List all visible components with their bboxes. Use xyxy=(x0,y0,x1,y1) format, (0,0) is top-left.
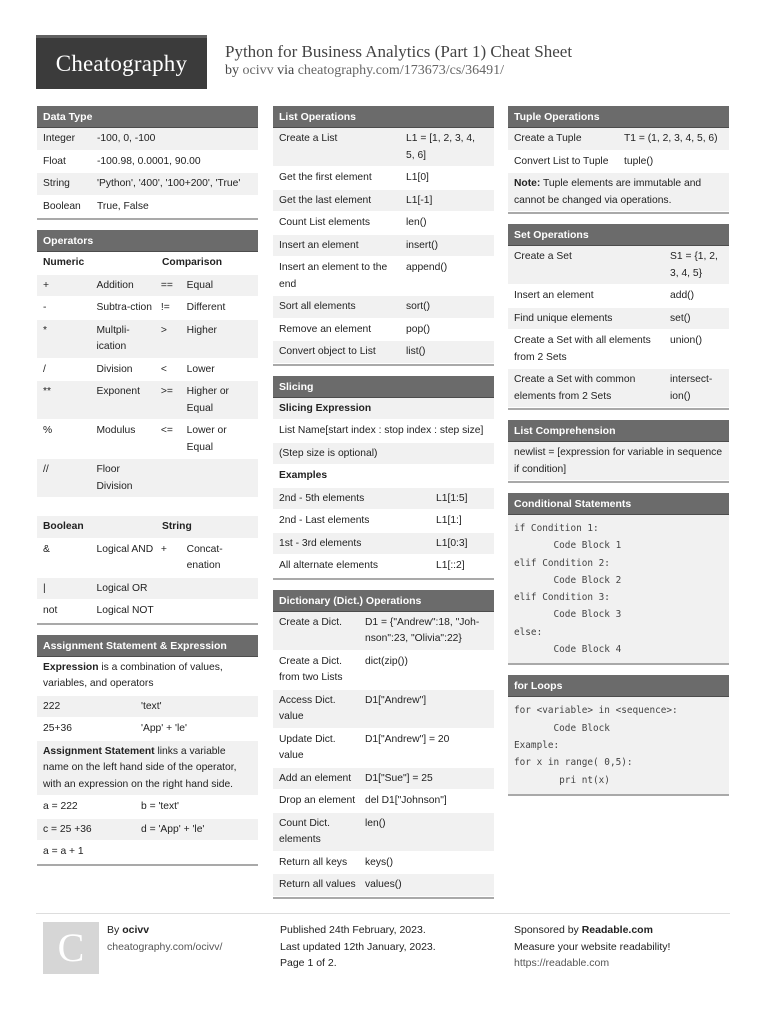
table-row xyxy=(37,420,258,459)
operator-cell: Modulus xyxy=(96,425,136,436)
table-row xyxy=(273,488,494,511)
slicing-syntax: List Name[start index : stop index : step size] xyxy=(273,420,494,443)
footer-author xyxy=(107,922,222,955)
updated-date: Last updated 12th January, 2023. xyxy=(280,940,436,953)
operator-cell xyxy=(187,462,252,495)
table-row xyxy=(37,320,258,359)
cell-value: True, False xyxy=(97,200,149,212)
cell-value: L1[1:5] xyxy=(436,492,468,504)
dictionary-operations-section xyxy=(273,590,494,899)
author-link[interactable]: ocivv xyxy=(122,924,150,936)
cell-a: a = 222 xyxy=(43,801,78,812)
operator-cell: / xyxy=(43,363,46,375)
cell-a: 25+36 xyxy=(43,723,72,734)
cell-value: L1[-1] xyxy=(406,194,433,206)
operator-cell: | xyxy=(43,582,46,594)
cell-value: L1[0] xyxy=(406,172,429,183)
table-row xyxy=(37,459,258,498)
table-row xyxy=(273,167,494,190)
operator-cell xyxy=(161,581,187,598)
operator-cell: Equal xyxy=(186,279,213,291)
column-header: String xyxy=(162,521,192,532)
table-row xyxy=(37,696,258,719)
cell-name: Create a Set xyxy=(514,251,572,262)
section-title: Set Operations xyxy=(508,224,729,246)
cell-value: -100, 0, -100 xyxy=(97,133,156,144)
cell-value: L1[::2] xyxy=(436,560,465,571)
cell-value: D1["Andrew"] xyxy=(365,694,427,706)
section-title: Assignment Statement & Expression xyxy=(37,635,258,657)
list-comprehension-section xyxy=(508,420,729,483)
operator-cell: Logical NOT xyxy=(96,605,154,616)
spacer-row xyxy=(37,498,258,516)
cheatography-logo[interactable] xyxy=(36,35,207,89)
table-row xyxy=(273,128,494,167)
cell-name: 2nd - Last elements xyxy=(279,515,370,526)
expression-text: is a combination of values, variables, and operators xyxy=(43,661,223,689)
column-header: Numeric xyxy=(43,257,85,268)
cell-name: Convert object to List xyxy=(279,346,376,357)
table-row xyxy=(508,128,729,151)
operator-cell: < xyxy=(160,363,167,375)
table-row xyxy=(37,381,258,420)
operators-header-row xyxy=(37,252,258,275)
author-url-link[interactable]: cheatography.com/ocivv/ xyxy=(107,940,223,953)
cell-b: b = 'text' xyxy=(141,801,179,812)
footer-sponsor xyxy=(514,922,670,972)
note-label: Note: xyxy=(514,178,541,189)
byline xyxy=(225,63,504,79)
table-row xyxy=(37,128,258,151)
by-label: By xyxy=(107,924,120,936)
table-row xyxy=(273,651,494,690)
operator-cell: Lower xyxy=(186,363,215,375)
cell-b xyxy=(141,844,145,861)
operator-cell: Subtra-ction xyxy=(96,302,153,313)
table-row xyxy=(273,235,494,258)
operator-cell: == xyxy=(160,279,173,291)
cell-value: list() xyxy=(406,346,426,357)
table-row xyxy=(273,212,494,235)
cell-value: len() xyxy=(365,817,386,829)
operator-cell: % xyxy=(43,425,53,436)
cell-value: D1["Sue"] = 25 xyxy=(365,772,433,784)
cell-value: S1 = {1, 2, 3, 4, 5} xyxy=(670,251,718,279)
expression-term: Expression xyxy=(43,661,99,673)
cell-a: 222 xyxy=(43,700,61,712)
statement-description xyxy=(37,741,258,797)
byline-by: by xyxy=(225,63,239,78)
cell-name: Remove an element xyxy=(279,323,372,335)
table-row xyxy=(273,852,494,875)
cell-name: Convert List to Tuple xyxy=(514,155,609,167)
cell-name: Sort all elements xyxy=(279,301,356,312)
table-row xyxy=(37,359,258,382)
cell-value: sort() xyxy=(406,301,431,312)
operator-cell: Lower or Equal xyxy=(186,425,227,453)
cell-name: Find unique elements xyxy=(514,312,613,324)
cell-value: L1[1:] xyxy=(436,515,462,526)
table-row xyxy=(273,729,494,768)
column-header: Boolean xyxy=(43,521,84,532)
sponsor-url-link[interactable]: https://readable.com xyxy=(514,957,610,969)
table-row xyxy=(273,533,494,556)
cell-value: keys() xyxy=(365,856,394,868)
cell-b: d = 'App' + 'le' xyxy=(141,823,205,835)
table-row xyxy=(37,297,258,320)
cell-value: L1[0:3] xyxy=(436,537,468,549)
operator-cell: >= xyxy=(160,386,173,397)
list-operations-section xyxy=(273,106,494,366)
operator-cell: + xyxy=(43,279,50,291)
data-type-section xyxy=(37,106,258,220)
logo-text: Cheatography xyxy=(55,50,188,76)
cell-name: Return all values xyxy=(279,879,356,890)
cell-a: c = 25 +36 xyxy=(43,823,92,835)
page-title: Python for Business Analytics (Part 1) Cheat Sheet xyxy=(225,42,573,61)
operator-cell: Higher or Equal xyxy=(186,386,229,414)
conditional-statements-section xyxy=(508,493,729,665)
section-title: List Operations xyxy=(273,106,494,128)
operator-cell: Floor Division xyxy=(96,464,133,492)
cell-name: String xyxy=(43,178,70,189)
cell-value: dict(zip()) xyxy=(365,655,408,667)
cell-value: -100.98, 0.0001, 90.00 xyxy=(97,155,201,167)
operator-cell: not xyxy=(43,605,58,616)
table-row xyxy=(273,341,494,364)
table-row xyxy=(273,874,494,897)
table-row xyxy=(37,841,258,864)
table-row xyxy=(37,539,258,578)
cell-name: Create a Set with all elements from 2 Sets xyxy=(514,335,651,363)
table-row xyxy=(273,768,494,791)
footer-publication xyxy=(280,922,436,972)
page-number: Page 1 of 2. xyxy=(280,957,337,969)
operator-cell xyxy=(187,581,252,598)
cell-value: insert() xyxy=(406,239,439,251)
cell-name: All alternate elements xyxy=(279,560,379,571)
operator-cell: Higher xyxy=(186,324,217,336)
table-row xyxy=(273,555,494,578)
sponsored-label: Sponsored by xyxy=(514,924,579,936)
statement-term: Assignment Statement xyxy=(43,745,155,757)
tuple-operations-section xyxy=(508,106,729,214)
cell-value: union() xyxy=(670,335,703,346)
operator-cell xyxy=(187,603,252,620)
table-row xyxy=(273,319,494,342)
cell-value: values() xyxy=(365,879,402,890)
table-row xyxy=(273,690,494,729)
cell-value: D1["Andrew"] = 20 xyxy=(365,733,450,745)
table-row xyxy=(273,612,494,651)
cell-name: Add an element xyxy=(279,772,352,784)
cell-name: Create a List xyxy=(279,133,338,144)
operator-cell: Different xyxy=(186,302,226,313)
sheet-url-link[interactable]: cheatography.com/173673/cs/36491/ xyxy=(297,63,505,78)
section-title: Conditional Statements xyxy=(508,493,729,515)
sponsor-tagline: Measure your website readability! xyxy=(514,940,671,953)
column-2 xyxy=(273,106,494,909)
cell-name: Access Dict. value xyxy=(279,694,336,722)
cell-value: len() xyxy=(406,217,427,228)
code-block: for <variable> in <sequence>: Code Block Example: for x in range( 0,5): pri nt(x) xyxy=(508,697,729,793)
operator-cell xyxy=(161,462,187,495)
table-row xyxy=(37,718,258,741)
expression-description xyxy=(37,657,258,696)
table-row xyxy=(37,819,258,842)
section-title: Tuple Operations xyxy=(508,106,729,128)
operator-cell: > xyxy=(160,324,167,336)
cell-value: 'Python', '400', '100+200', 'True' xyxy=(97,178,241,189)
cell-name: Create a Dict. from two Lists xyxy=(279,655,343,683)
avatar[interactable]: C xyxy=(43,922,99,974)
cell-name: Update Dict. value xyxy=(279,733,336,761)
cell-name: Count List elements xyxy=(279,217,371,228)
section-title: Dictionary (Dict.) Operations xyxy=(273,590,494,612)
cell-name: Insert an element to the end xyxy=(279,262,388,290)
table-row xyxy=(273,296,494,319)
table-row xyxy=(273,813,494,852)
operator-cell: != xyxy=(160,302,170,313)
table-row xyxy=(37,151,258,174)
section-title: List Comprehension xyxy=(508,420,729,442)
table-row xyxy=(273,190,494,213)
table-row xyxy=(273,510,494,533)
operator-cell xyxy=(161,603,187,620)
cell-name: Boolean xyxy=(43,200,81,212)
operator-cell: Logical OR xyxy=(96,582,148,594)
operator-cell: * xyxy=(43,324,48,336)
operator-cell: ** xyxy=(43,386,52,397)
table-row xyxy=(508,308,729,331)
section-title: Operators xyxy=(37,230,258,252)
published-date: Published 24th February, 2023. xyxy=(280,924,426,936)
cell-value: add() xyxy=(670,290,695,301)
subheading: Slicing Expression xyxy=(273,398,494,421)
cell-name: Create a Dict. xyxy=(279,616,342,628)
operator-cell: - xyxy=(43,302,47,313)
list-comprehension-syntax: newlist = [expression for variable in sequence if condition] xyxy=(508,442,729,481)
footer xyxy=(36,913,730,993)
table-row xyxy=(508,246,729,285)
operator-cell: Concat-enation xyxy=(186,543,223,571)
table-row xyxy=(273,790,494,813)
operator-cell: // xyxy=(43,464,49,475)
operator-cell: & xyxy=(43,543,50,555)
table-row xyxy=(508,285,729,308)
author-link[interactable]: ocivv xyxy=(242,63,274,78)
cell-name: Get the first element xyxy=(279,172,372,183)
cell-name: Insert an element xyxy=(279,239,359,251)
byline-via: via xyxy=(277,63,295,78)
cell-name: Drop an element xyxy=(279,795,356,806)
table-row xyxy=(37,578,258,601)
table-row xyxy=(508,151,729,174)
subheading: Examples xyxy=(273,465,494,488)
cell-value: intersect-ion() xyxy=(670,374,713,402)
cell-value: set() xyxy=(670,312,691,324)
slicing-note: (Step size is optional) xyxy=(273,443,494,466)
cell-value: pop() xyxy=(406,323,431,335)
cell-name: Integer xyxy=(43,133,76,144)
operator-cell: Logical AND xyxy=(96,543,154,555)
table-row xyxy=(37,173,258,196)
operator-cell: <= xyxy=(160,425,173,436)
operator-cell: Division xyxy=(96,363,133,375)
statement-text: links a variable name on the left hand side of the operator, with an expression on the right hand side. xyxy=(43,745,237,790)
note-text: Tuple elements are immutable and cannot be changed via operations. xyxy=(514,178,702,206)
tuple-note xyxy=(508,173,729,212)
cell-name: Get the last element xyxy=(279,194,372,206)
cell-name: Return all keys xyxy=(279,856,348,868)
cell-a: a = a + 1 xyxy=(43,846,84,857)
table-row xyxy=(37,796,258,819)
for-loops-section xyxy=(508,675,729,795)
table-row xyxy=(273,257,494,296)
operators-header-row xyxy=(37,516,258,539)
section-title: Data Type xyxy=(37,106,258,128)
cell-name: Float xyxy=(43,155,66,167)
table-row xyxy=(37,275,258,298)
cell-b: 'text' xyxy=(141,700,162,712)
cell-name: 2nd - 5th elements xyxy=(279,492,365,504)
operator-cell: Addition xyxy=(96,279,134,291)
code-block: if Condition 1: Code Block 1 elif Condition 2: Code Block 2 elif Condition 3: Code Block 3 else: Code Block 4 xyxy=(508,515,729,663)
table-row xyxy=(37,196,258,219)
cell-value: L1 = [1, 2, 3, 4, 5, 6] xyxy=(406,133,475,161)
cell-b: 'App' + 'le' xyxy=(141,723,187,734)
sponsor-link[interactable]: Readable.com xyxy=(581,924,653,936)
section-title: Slicing xyxy=(273,376,494,398)
cell-value: T1 = (1, 2, 3, 4, 5, 6) xyxy=(624,133,718,144)
cell-name: Create a Set with common elements from 2 Sets xyxy=(514,374,636,402)
cell-name: Insert an element xyxy=(514,290,594,301)
operator-cell: + xyxy=(160,543,167,555)
set-operations-section xyxy=(508,224,729,410)
assignment-section xyxy=(37,635,258,866)
table-row xyxy=(508,330,729,369)
operators-section xyxy=(37,230,258,625)
cell-name: 1st - 3rd elements xyxy=(279,537,362,549)
cell-value: del D1["Johnson"] xyxy=(365,795,447,806)
column-3 xyxy=(508,106,729,806)
cell-value: tuple() xyxy=(624,155,654,167)
operator-cell: Multpli-ication xyxy=(96,324,130,352)
cell-value: D1 = {"Andrew":18, "Joh-nson":23, "Olivia":22} xyxy=(365,616,480,644)
section-title: for Loops xyxy=(508,675,729,697)
column-header: Comparison xyxy=(162,257,223,268)
cell-value: append() xyxy=(406,262,448,273)
cell-name: Count Dict. elements xyxy=(279,817,330,845)
table-row xyxy=(508,369,729,408)
operator-cell: Exponent xyxy=(96,386,140,397)
column-1 xyxy=(37,106,258,876)
table-row xyxy=(37,600,258,623)
cell-name: Create a Tuple xyxy=(514,133,582,144)
slicing-section xyxy=(273,376,494,580)
